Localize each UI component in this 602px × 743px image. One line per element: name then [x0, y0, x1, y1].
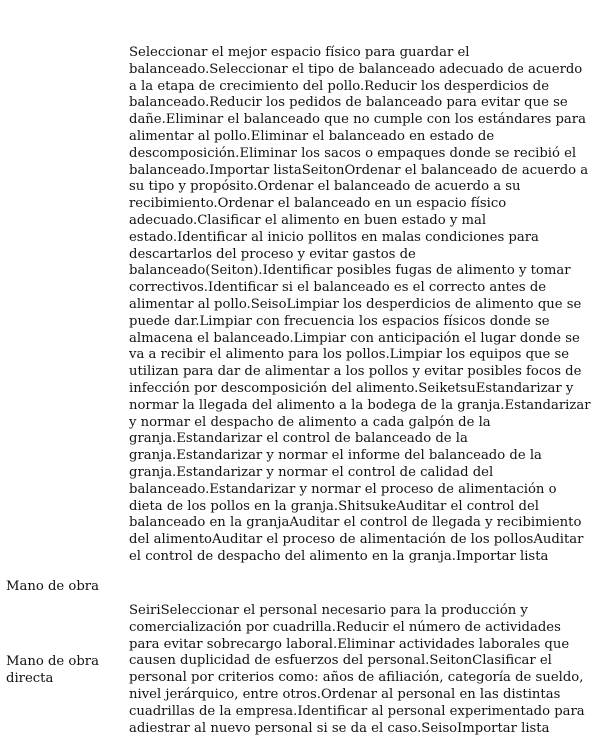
alimentacion-5s-text: Seleccionar el mejor espacio físico para guardar el balanceado.Seleccionar el tipo de balanceado adecuado de acuerdo a la etapa de crecimiento del pollo.Reducir los desperdicios de balanceado.Reducir los pedidos de balanceado para evitar que se dañe.Eliminar el balanceado que no cumple con los estándares para alimentar al pollo.Eliminar el balanceado en estado de descomposición.Eliminar los sacos o empaques donde se recibió el balanceado.Importar listaSeitonOrdenar el balanceado de acuerdo a su tipo y propósito.Ordenar el balanceado de acuerdo a su recibimiento.Ordenar el balanceado en un espacio físico adecuado.Clasificar el alimento en buen estado y mal estado.Identificar al inicio pollitos en malas condiciones para descartarlos del proceso y evitar gastos de balanceado(Seiton).Identificar posibles fugas de alimento y tomar correctivos.Identificar si el balanceado es el correcto antes de alimentar al pollo.SeisoLimpiar los desperdicios de alimento que se puede dar.Limpiar con frecuencia los espacios físicos donde se almacena el balanceado.Limpiar con anticipación el lugar donde se va a recibir el alimento para los pollos.Limpiar los equipos que se utilizan para dar de alimentar a los pollos y evitar posibles focos de infección por descomposición del alimento.SeiketsuEstandarizar y normar la llegada del alimento a la bodega de la granja.Estandarizar y normar el despacho de alimento a cada galpón de la granja.Estandarizar el control de balanceado de la granja.Estandarizar y normar el informe del balanceado de la granja.Estandarizar y normar el control de calidad del balanceado.Estandarizar y normar el proceso de alimentación o dieta de los pollos en la granja.ShitsukeAuditar el control del balanceado en la granjaAuditar el control de llegada y recibimiento del alimentoAuditar el proceso de alimentación de los pollosAuditar el control de despacho del alimento en la granja.Importar lista: [129, 45, 591, 564]
row-label-mano-de-obra-directa: Mano de obra directa: [6, 654, 99, 686]
row-label-mano-de-obra: Mano de obra: [6, 579, 99, 594]
mano-de-obra-directa-5s-text: SeiriSeleccionar el personal necesario para la producción y comercialización por cuadrilla.Reducir el número de actividades para evitar sobrecargo laboral.Eliminar actividades laborales que causen duplicidad de esfuerzos del personal.SeitonClasificar el personal por criterios como: años de afiliación, categoría de sueldo, nivel jerárquico, entre otros.Ordenar al personal en las distintas cuadrillas de la empresa.Identificar al personal experimentado para adiestrar al nuevo personal si se da el caso.SeisoImportar lista: [129, 603, 585, 736]
